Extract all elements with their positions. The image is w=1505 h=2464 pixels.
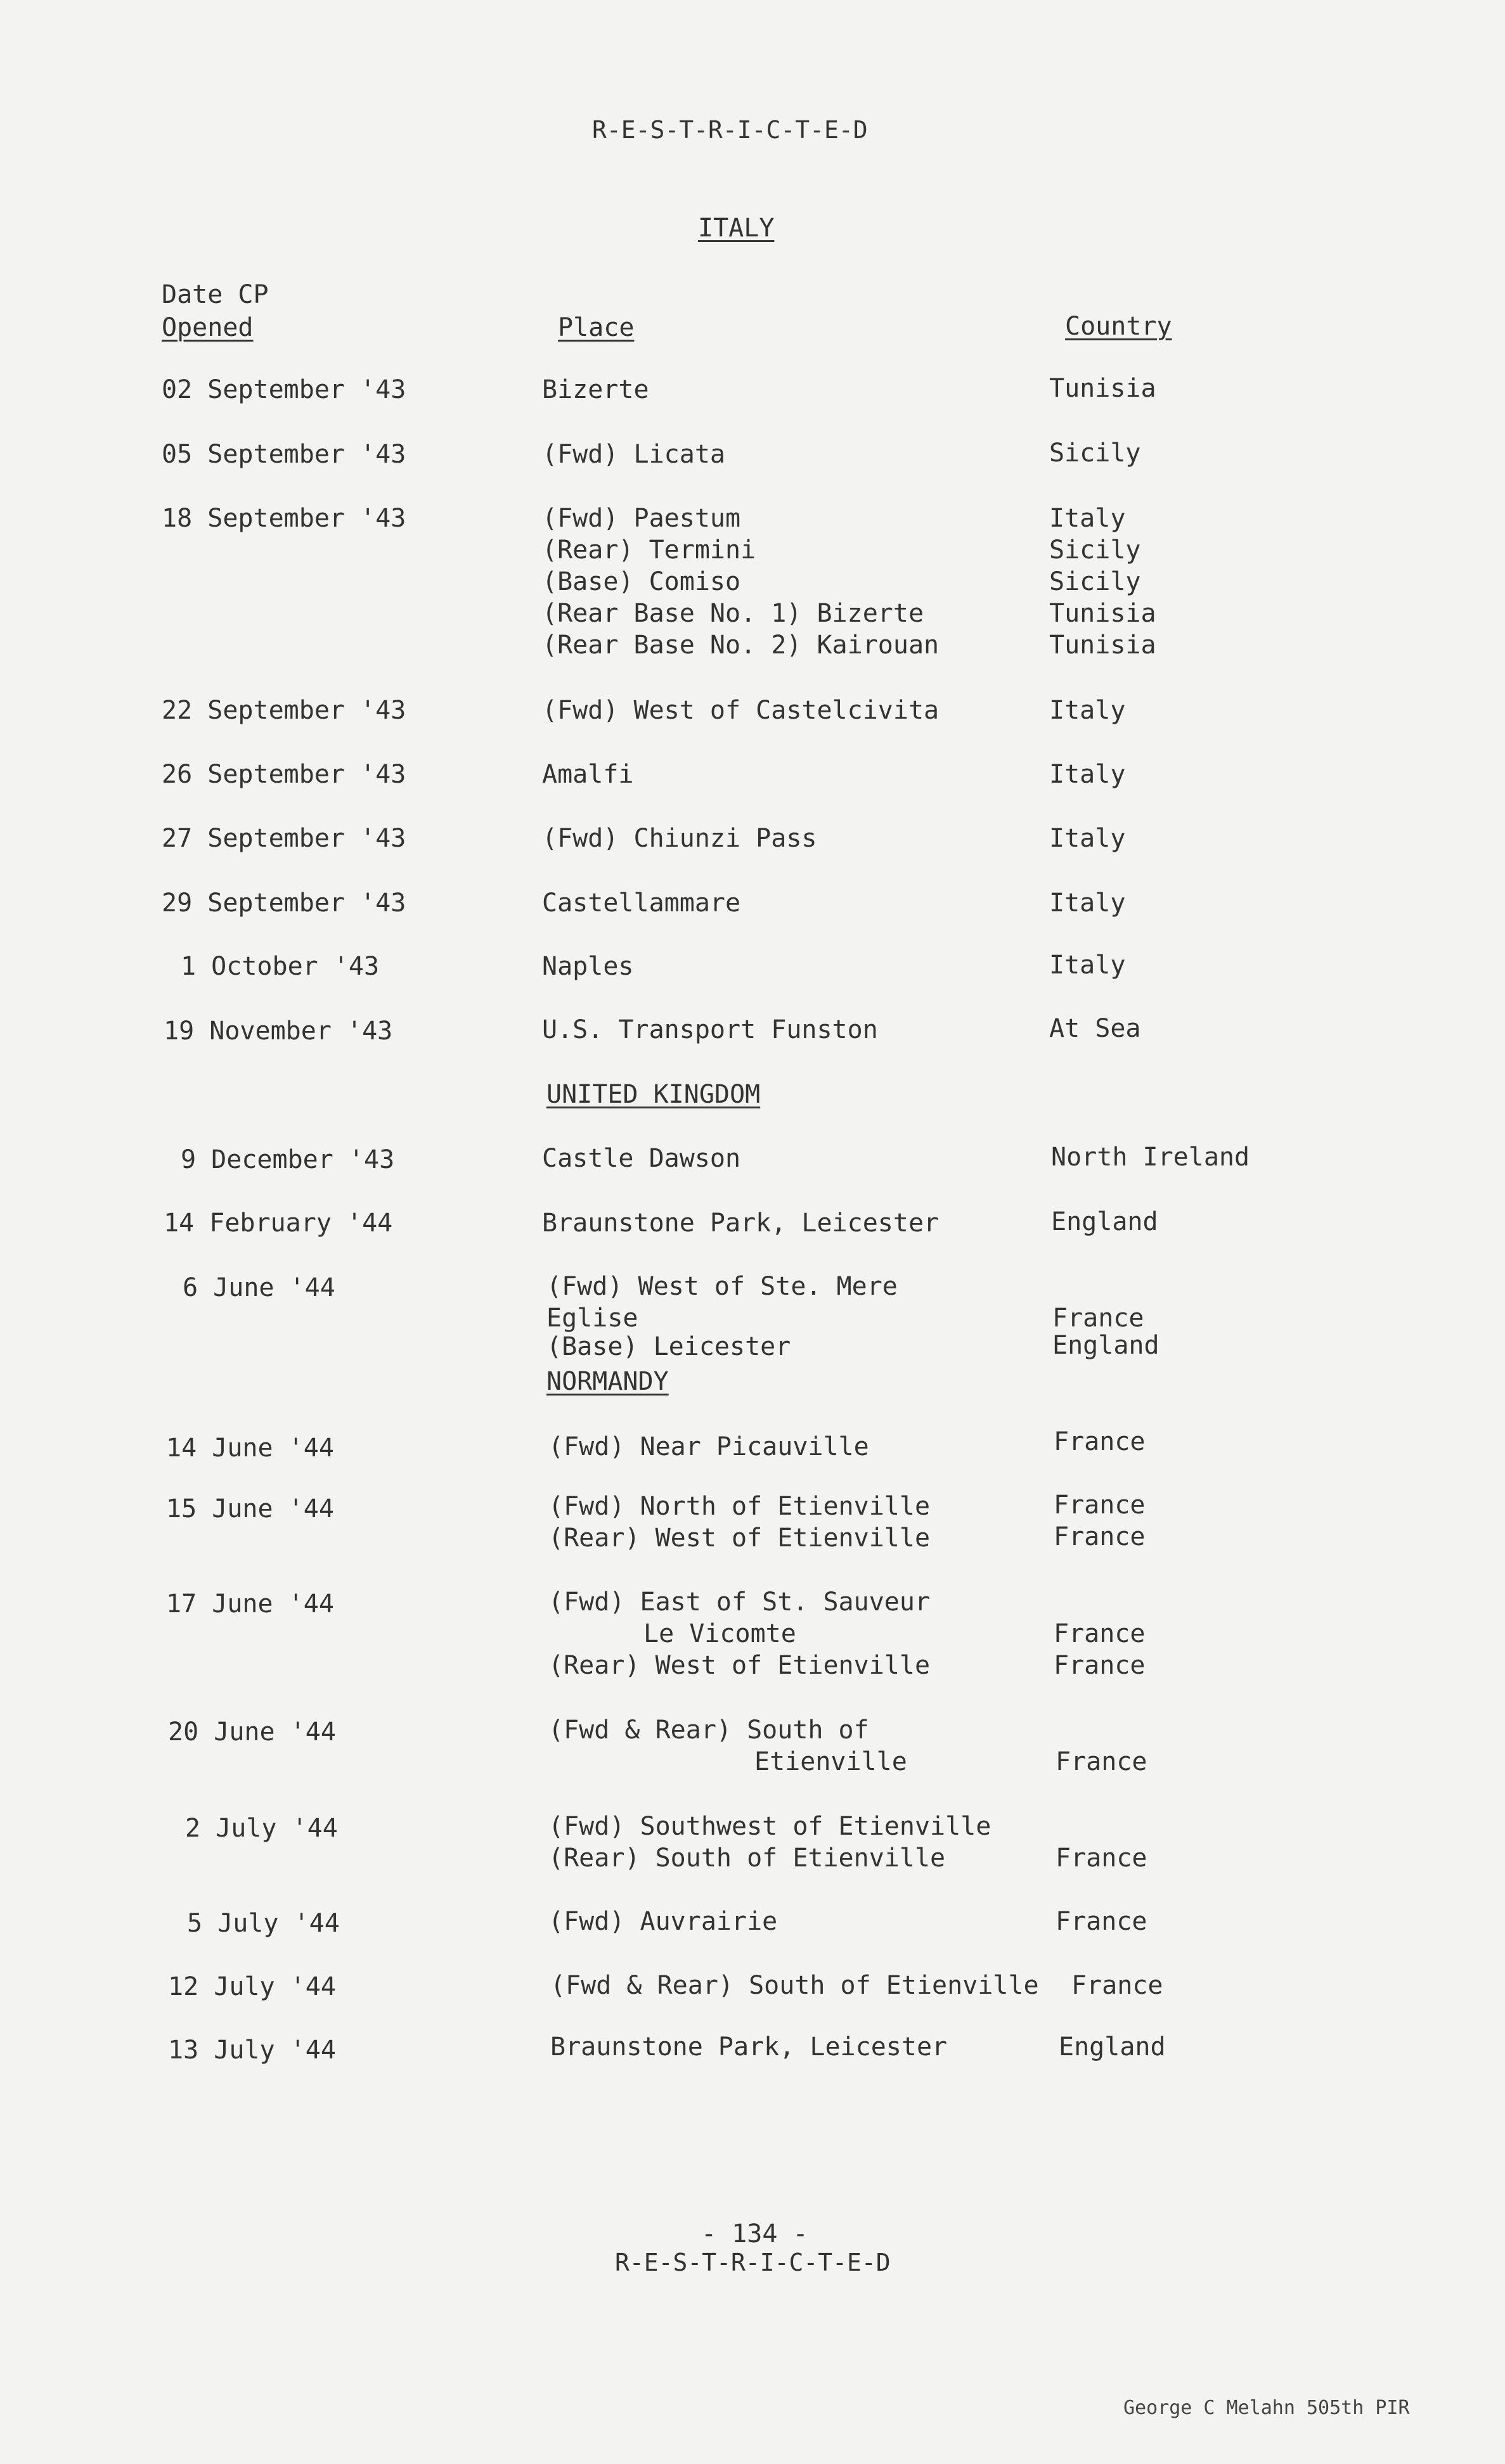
row-country: At Sea [1049, 1014, 1141, 1043]
row-country: England [1059, 2032, 1166, 2062]
row-date: 26 September '43 [162, 760, 406, 789]
row-place: (Fwd) Near Picauville [548, 1432, 869, 1461]
row-country: Italy [1049, 760, 1126, 789]
row-country: North Ireland [1051, 1143, 1250, 1172]
section-heading-normandy: NORMANDY [546, 1367, 669, 1396]
row-place: Braunstone Park, Leicester [542, 1209, 940, 1238]
row-country: France [1052, 1304, 1144, 1333]
row-place: Castle Dawson [542, 1144, 741, 1173]
row-country: Tunisia [1049, 631, 1156, 660]
section-heading-italy: ITALY [698, 214, 775, 243]
section-heading-united-kingdom: UNITED KINGDOM [546, 1080, 761, 1109]
row-place: (Base) Comiso [542, 567, 741, 596]
row-country: England [1052, 1331, 1159, 1360]
row-country: England [1051, 1207, 1158, 1236]
classification-footer: R-E-S-T-R-I-C-T-E-D [615, 2249, 891, 2276]
row-country: Sicily [1049, 439, 1141, 468]
row-place: Naples [542, 952, 634, 981]
row-country: France [1054, 1619, 1146, 1648]
row-country: Tunisia [1049, 374, 1156, 403]
row-country: France [1056, 1907, 1147, 1936]
page-number: - 134 - [701, 2219, 808, 2249]
row-place: (Fwd) West of Castelcivita [542, 696, 940, 725]
row-country: Sicily [1049, 536, 1141, 565]
row-date: 02 September '43 [162, 375, 406, 404]
row-date: 13 July '44 [168, 2036, 336, 2065]
row-date: 20 June '44 [168, 1717, 336, 1747]
row-place: (Rear) South of Etienville [548, 1844, 946, 1873]
row-country: France [1054, 1427, 1146, 1456]
row-date: 12 July '44 [168, 1972, 336, 2001]
row-date: 29 September '43 [162, 889, 406, 918]
row-country: France [1056, 1844, 1147, 1873]
row-place: Le Vicomte [643, 1619, 796, 1648]
row-place: (Rear Base No. 1) Bizerte [542, 599, 924, 628]
row-place: (Rear Base No. 2) Kairouan [542, 631, 940, 660]
row-place: (Fwd & Rear) South of Etienville [550, 1971, 1039, 2000]
row-date: 14 February '44 [164, 1209, 393, 1238]
row-country: Italy [1049, 696, 1126, 725]
row-place: U.S. Transport Funston [542, 1015, 878, 1044]
row-place: Etienville [754, 1747, 907, 1776]
row-date: 2 July '44 [185, 1814, 338, 1843]
row-place: (Fwd) Chiunzi Pass [542, 824, 817, 853]
row-place: (Rear) West of Etienville [548, 1651, 931, 1680]
row-date: 5 July '44 [187, 1909, 340, 1938]
row-date: 6 June '44 [183, 1273, 335, 1302]
row-country: France [1054, 1522, 1146, 1551]
row-date: 27 September '43 [162, 824, 406, 853]
row-place: Amalfi [542, 760, 634, 789]
row-place: (Rear) Termini [542, 536, 756, 565]
row-place: (Fwd) Southwest of Etienville [548, 1812, 991, 1841]
row-country: Italy [1049, 889, 1126, 918]
row-date: 05 September '43 [162, 440, 406, 469]
archive-credit: George C Melahn 505th PIR [1123, 2397, 1410, 2419]
row-date: 18 September '43 [162, 504, 406, 533]
row-place: (Base) Leicester [546, 1332, 791, 1361]
column-header-country: Country [1065, 312, 1172, 341]
row-date: 22 September '43 [162, 696, 406, 725]
row-country: France [1054, 1491, 1146, 1520]
row-place: Eglise [546, 1304, 638, 1333]
row-date: 9 December '43 [181, 1145, 395, 1174]
row-country: France [1054, 1651, 1146, 1680]
row-place: (Rear) West of Etienville [548, 1524, 931, 1553]
row-place: (Fwd & Rear) South of [548, 1716, 869, 1745]
row-place: (Fwd) Licata [542, 440, 725, 469]
row-place: (Fwd) Auvrairie [548, 1907, 778, 1936]
row-country: France [1056, 1747, 1147, 1776]
row-country: Italy [1049, 951, 1126, 980]
row-country: Italy [1049, 824, 1126, 853]
classification-header: R-E-S-T-R-I-C-T-E-D [592, 116, 868, 144]
row-date: 19 November '43 [164, 1017, 393, 1046]
row-country: Italy [1049, 504, 1126, 533]
column-header-date-line1: Date CP [162, 280, 269, 309]
row-place: Castellammare [542, 889, 741, 918]
row-place: (Fwd) East of St. Sauveur [548, 1588, 931, 1617]
row-date: 17 June '44 [166, 1589, 334, 1619]
column-header-date-line2: Opened [162, 313, 254, 342]
row-country: Sicily [1049, 567, 1141, 596]
row-country: France [1071, 1971, 1163, 2000]
row-country: Tunisia [1049, 599, 1156, 628]
row-place: (Fwd) Paestum [542, 504, 741, 533]
row-date: 15 June '44 [166, 1494, 334, 1524]
row-place: Braunstone Park, Leicester [550, 2032, 948, 2062]
row-place: (Fwd) West of Ste. Mere [546, 1272, 898, 1301]
row-date: 1 October '43 [181, 952, 380, 981]
row-place: (Fwd) North of Etienville [548, 1492, 931, 1521]
row-date: 14 June '44 [166, 1434, 334, 1463]
column-header-place: Place [558, 313, 635, 342]
row-place: Bizerte [542, 375, 649, 404]
